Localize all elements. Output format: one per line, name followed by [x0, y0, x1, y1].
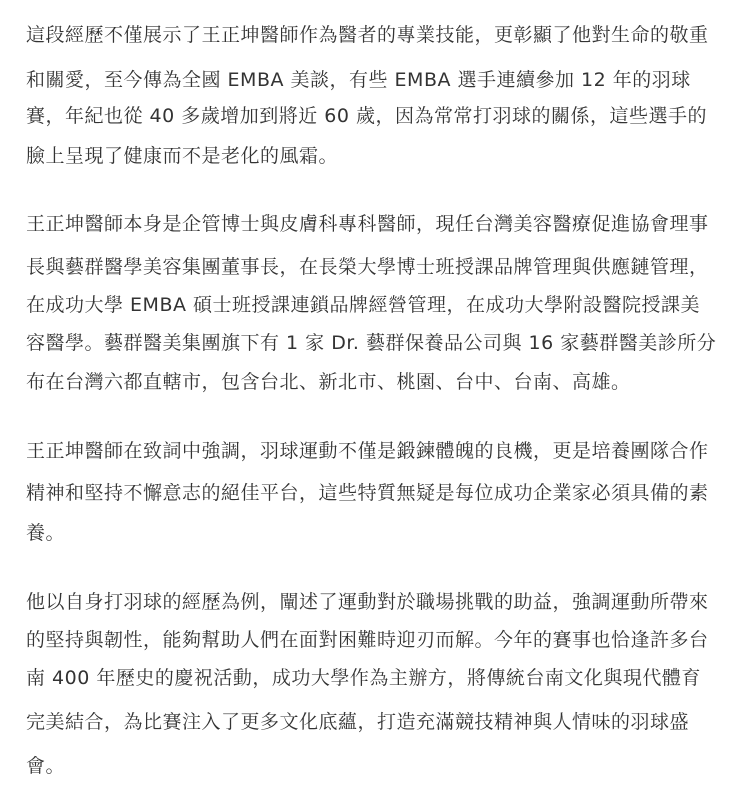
paragraph-line: 的堅持與韌性，能夠幫助人們在面對困難時迎刃而解。今年的賽事也恰逢許多台: [26, 629, 709, 651]
paragraph-line: 在成功大學 EMBA 碩士班授課連鎖品牌經營管理，在成功大學附設醫院授課美: [26, 294, 701, 316]
paragraph-line: 容醫學。藝群醫美集團旗下有 1 家 Dr. 藝群保養品公司與 16 家藝群醫美診所分: [26, 332, 717, 354]
paragraph-line: 長與藝群醫學美容集團董事長，在長榮大學博士班授課品牌管理與供應鏈管理，: [26, 256, 709, 278]
paragraph-line: 王正坤醫師在致詞中強調，羽球運動不僅是鍛鍊體魄的良機，更是培養團隊合作: [26, 440, 709, 462]
paragraph-line: 臉上呈現了健康而不是老化的風霜。: [26, 145, 339, 167]
paragraph-line: 和關愛，至今傳為全國 EMBA 美談，有些 EMBA 選手連續參加 12 年的羽球: [26, 69, 691, 91]
paragraph-line: 賽，年紀也從 40 多歲增加到將近 60 歲，因為常常打羽球的關係，這些選手的: [26, 105, 708, 127]
paragraph-line: 會。: [26, 755, 66, 777]
paragraph-line: 完美結合，為比賽注入了更多文化底蘊，打造充滿競技精神與人情味的羽球盛: [26, 711, 690, 733]
paragraph-line: 南 400 年歷史的慶祝活動，成功大學作為主辦方，將傳統台南文化與現代體育: [26, 667, 701, 689]
paragraph-line: 精神和堅持不懈意志的絕佳平台，這些特質無疑是每位成功企業家必須具備的素: [26, 482, 709, 504]
paragraph-line: 王正坤醫師本身是企管博士與皮膚科專科醫師，現任台灣美容醫療促進協會理事: [26, 213, 709, 235]
paragraph-line: 這段經歷不僅展示了王正坤醫師作為醫者的專業技能，更彰顯了他對生命的敬重: [26, 24, 709, 46]
paragraph-line: 布在台灣六都直轄市，包含台北、新北市、桃園、台中、台南、高雄。: [26, 371, 631, 393]
paragraph-line: 他以自身打羽球的經歷為例，闡述了運動對於職場挑戰的助益，強調運動所帶來: [26, 591, 709, 613]
paragraph-line: 養。: [26, 522, 66, 544]
